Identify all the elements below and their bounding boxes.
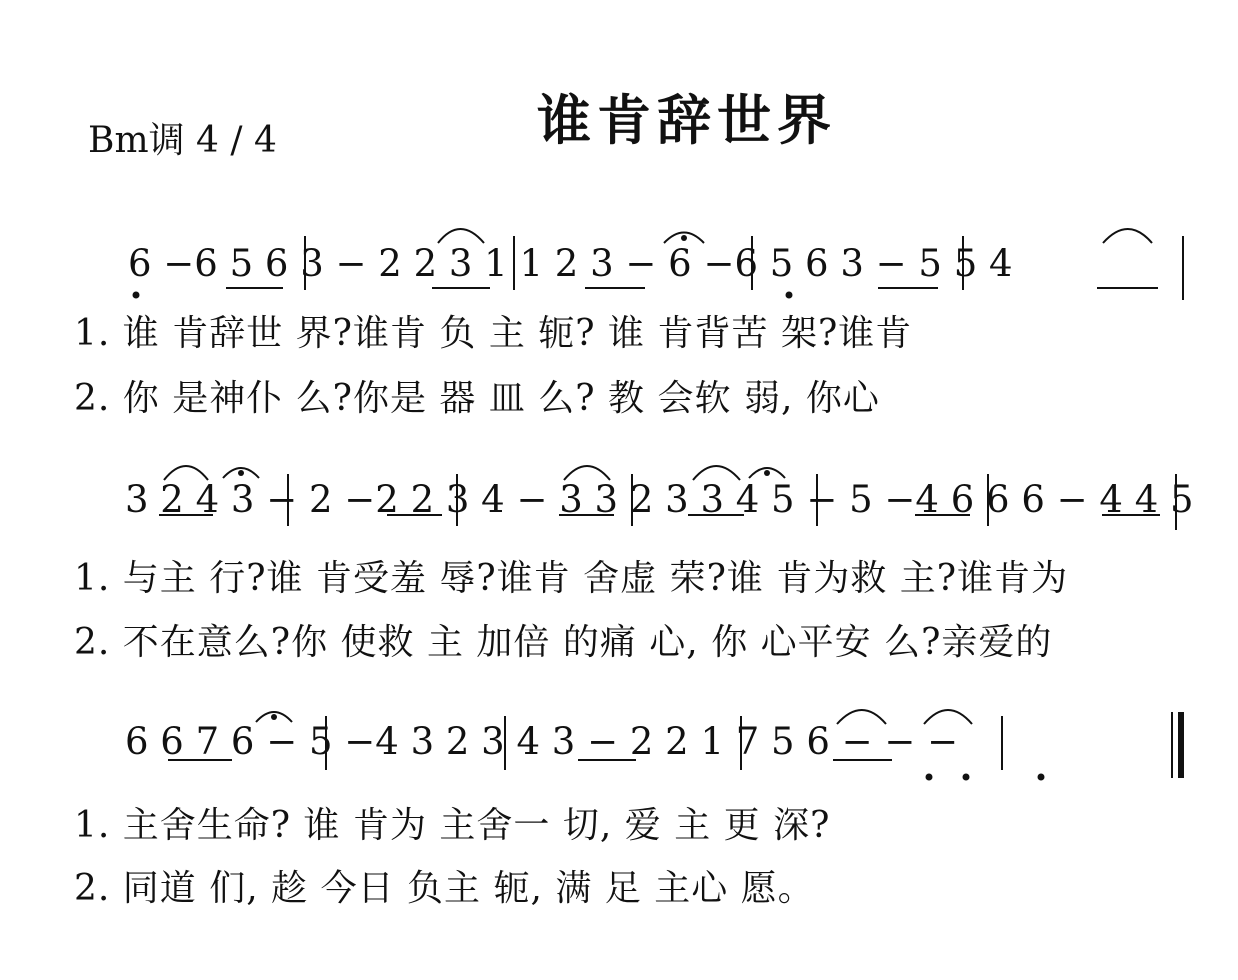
slur (924, 710, 972, 724)
low-octave-dot (926, 774, 933, 781)
fermata-dot (238, 470, 244, 476)
key-signature: Bm调 4 / 4 (88, 120, 277, 161)
fermata-dot (681, 235, 687, 241)
song-title: 谁肯辞世界 (537, 89, 837, 152)
low-octave-dot (133, 292, 140, 299)
slur (164, 466, 208, 480)
low-octave-dot (1038, 774, 1045, 781)
low-octave-dot (963, 774, 970, 781)
notes-row-2: 3 2 4 3 − 2 −2 2 3 4 − 3 3 2 3 3 4 5 − 5 −4 6 6 6 − 4 4 5 (125, 478, 1194, 521)
fermata-dot (764, 470, 770, 476)
lyric-row-3-verse-1: 1. 主舍生命? 谁 肯为 主舍一 切, 爱 主 更 深? (74, 805, 831, 846)
notes-row-1: 6 −6 5 6 3 − 2 2 3 1 1 2 3 − 6 −6 5 6 3 − 5 5 4 (128, 242, 1013, 285)
lyric-row-1-verse-2: 2. 你 是神仆 么?你是 器 皿 么? 教 会软 弱, 你心 (74, 378, 880, 419)
slur (693, 466, 740, 480)
lyric-row-2-verse-2: 2. 不在意么?你 使救 主 加倍 的痛 心, 你 心平安 么?亲爱的 (74, 622, 1053, 663)
lyric-row-1-verse-1: 1. 谁 肯辞世 界?谁肯 负 主 轭? 谁 肯背苦 架?谁肯 (74, 313, 913, 354)
notes-row-3: 6 6 7 6 − 5 −4 3 2 3 4 3 − 2 2 1 7 5 6 − − − (125, 720, 959, 763)
lyric-row-3-verse-2: 2. 同道 们, 趁 今日 负主 轭, 满 足 主心 愿。 (74, 868, 815, 909)
slur (438, 229, 484, 243)
slur (837, 710, 886, 724)
slur (564, 466, 610, 480)
lyric-row-2-verse-1: 1. 与主 行?谁 肯受羞 辱?谁肯 舍虚 荣?谁 肯为救 主?谁肯为 (74, 558, 1069, 599)
low-octave-dot (786, 292, 793, 299)
slur (1103, 229, 1152, 243)
fermata-dot (271, 714, 277, 720)
